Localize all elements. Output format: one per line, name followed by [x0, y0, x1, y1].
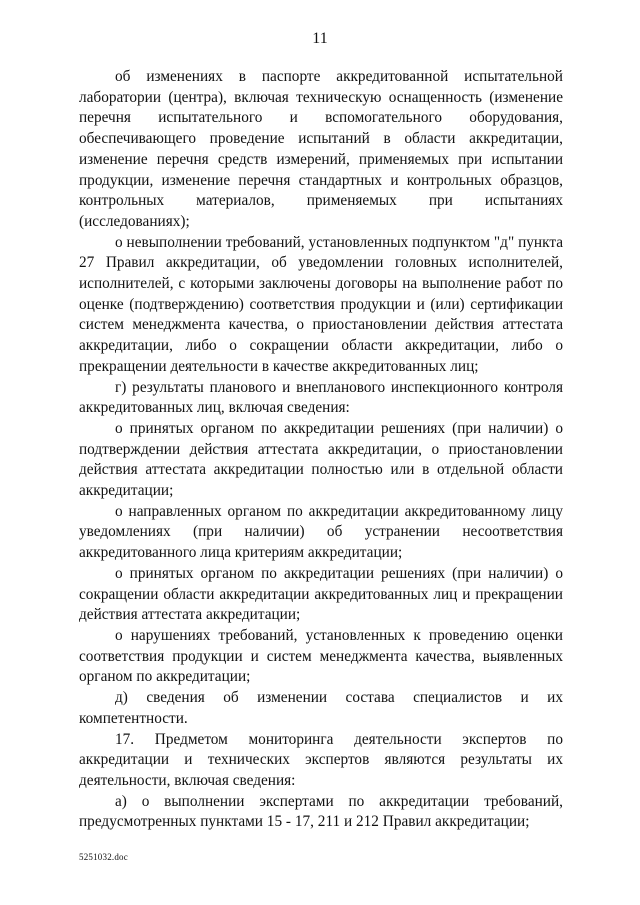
paragraph-confirmation-decisions: о принятых органом по аккредитации решениях (при наличии) о подтверждении действия аттестата аккредитации, о приостановлении действия аттестата аккредитации полностью или в отдельной области аккредитации; — [79, 419, 563, 500]
paragraph-notifications: о направленных органом по аккредитации аккредитованному лицу уведомлениях (при наличии) об устранении несоответствия аккредитованного лица критериям аккредитации; — [79, 502, 563, 562]
paragraph-section-17: 17. Предметом мониторинга деятельности экспертов по аккредитации и технических экспертов являются результаты их деятельности, включая сведения: — [79, 730, 563, 789]
paragraph-scope-reduction: о принятых органом по аккредитации решениях (при наличии) о сокращении области аккредитации аккредитованных лиц и прекращении действия аттестата аккредитации; — [79, 564, 563, 624]
document-body — [79, 67, 563, 833]
page-number: 11 — [312, 30, 328, 47]
paragraph-item-d: д) сведения об изменении состава специалистов и их компетентности. — [79, 689, 563, 727]
footer-file-reference: 5251032.doc — [79, 852, 128, 862]
paragraph-item-a: а) о выполнении экспертами по аккредитации требований, предусмотренных пунктами 15 - 17, 211 и 212 Правил аккредитации; — [79, 792, 563, 831]
paragraph-violations: о нарушениях требований, установленных к проведению оценки соответствия продукции и систем менеджмента качества, выявленных органом по аккредитации; — [79, 626, 563, 686]
paragraph-item-g: г) результаты планового и внепланового инспекционного контроля аккредитованных лиц, включая сведения: — [79, 378, 563, 417]
paragraph-passport-changes: об изменениях в паспорте аккредитованной испытательной лаборатории (центра), включая техническую оснащенность (изменение перечня испытательного и вспомогательного оборудования, обеспечивающего проведение испытаний в области аккредитации, изменение перечня средств измерений, применяемых при испытании продукции, изменение перечня стандартных и контрольных образцов, контрольных материалов, применяемых при испытаниях (исследованиях); — [79, 68, 563, 230]
paragraph-nonfulfillment: о невыполнении требований, установленных подпунктом "д" пункта 27 Правил аккредитации, об уведомлении головных исполнителей, исполнителей, с которыми заключены договоры на выполнение работ по оценке (подтверждению) соответствия продукции и (или) сертификации систем менеджмента качества, о приостановлении действия аттестата аккредитации, либо о сокращении области аккредитации, либо о прекращении деятельности в качестве аккредитованных лиц; — [79, 233, 563, 375]
